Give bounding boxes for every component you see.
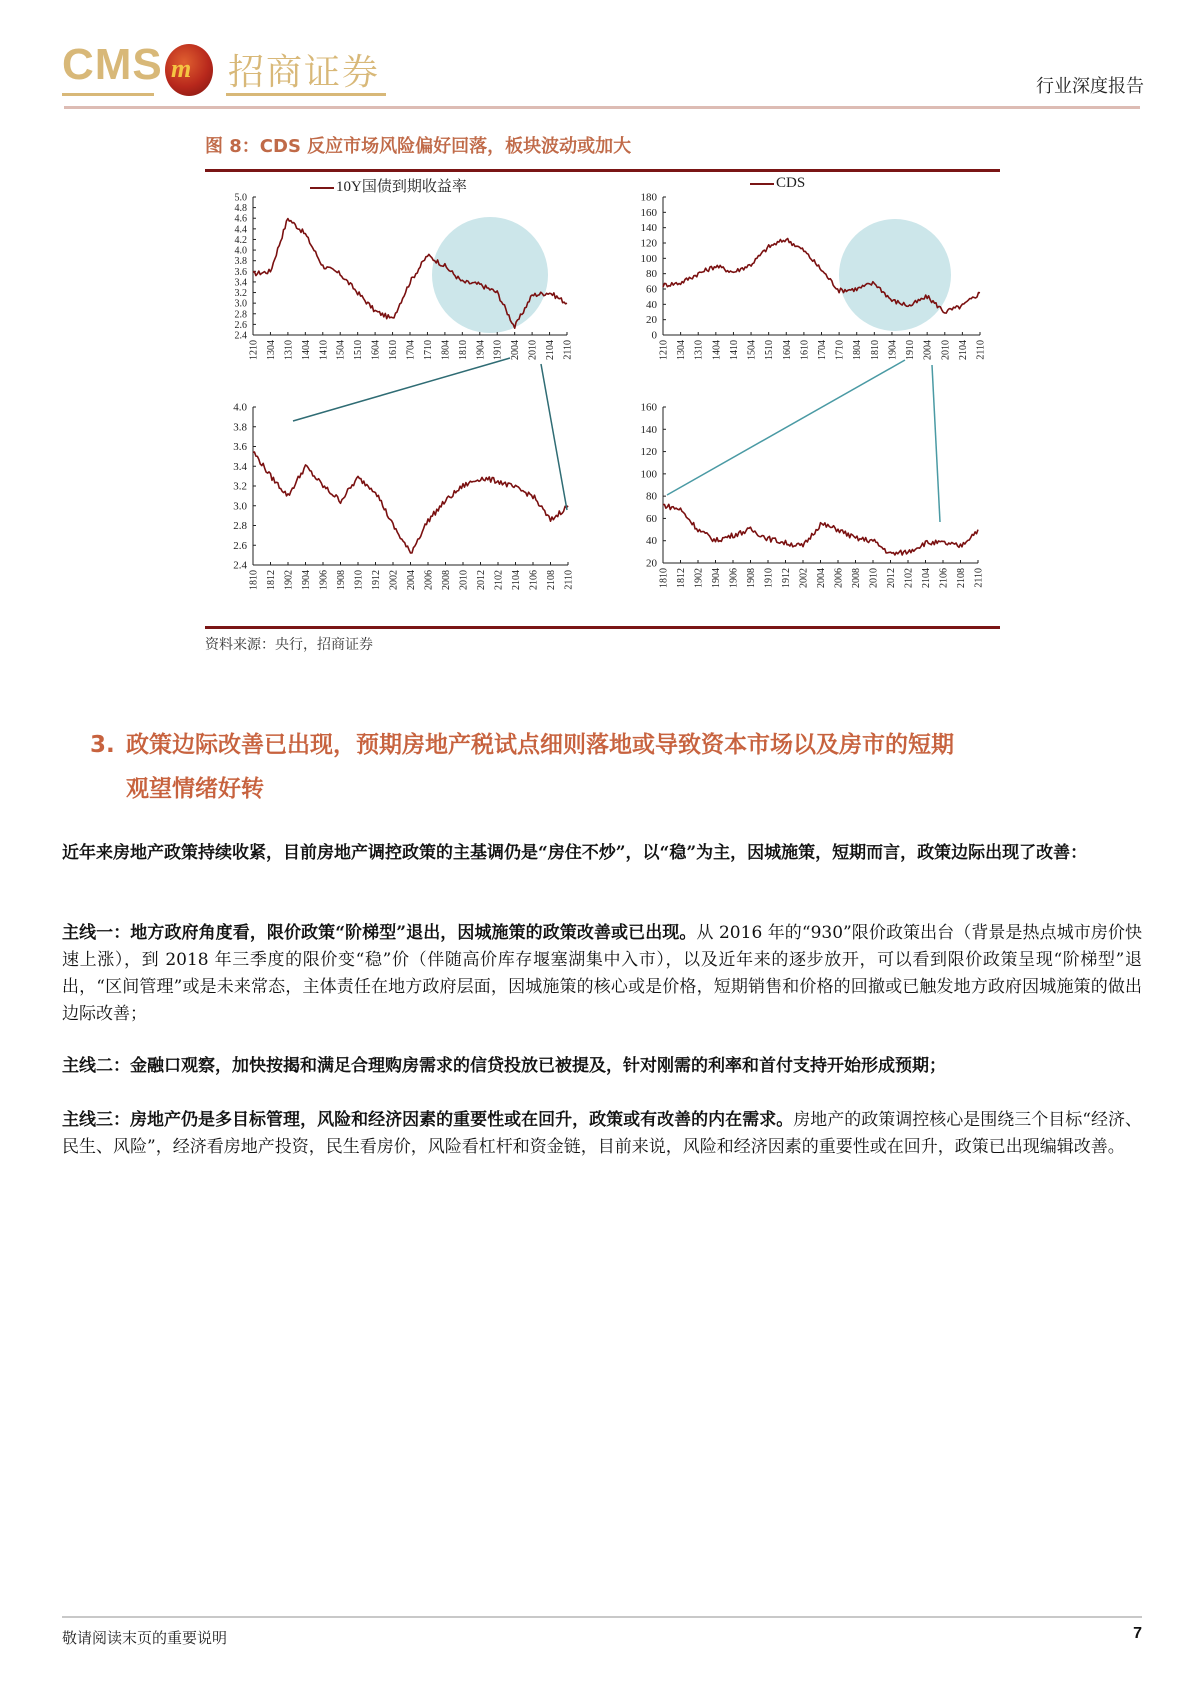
svg-text:3.0: 3.0 — [234, 298, 247, 310]
report-type-label: 行业深度报告 — [1036, 76, 1144, 97]
svg-text:2.6: 2.6 — [233, 539, 247, 552]
svg-text:1904: 1904 — [301, 570, 312, 590]
svg-text:1904: 1904 — [475, 340, 487, 360]
mainline-3-body: 房地产的政策调控核心是围绕三个目标“经济、民生、风险”，经济看房地产投资，民生看房价，风险看杠杆和资金链，目前来说，风险和经济因素的重要性或在回升，政策已出现编辑改善。 — [62, 1110, 1142, 1157]
svg-text:1906: 1906 — [318, 570, 330, 590]
svg-text:2.6: 2.6 — [234, 319, 247, 331]
svg-text:1310: 1310 — [693, 340, 705, 360]
svg-text:1610: 1610 — [388, 340, 400, 360]
svg-text:2002: 2002 — [388, 570, 400, 590]
svg-text:1902: 1902 — [283, 570, 295, 590]
mainline-1-body: 从 2016 年的“930”限价政策出台（背景是热点城市房价快速上涨），到 2018 年三季度的限价变“稳”价（伴随高价库存堰塞湖集中入市），以及近年来的逐步放开，可以看到限价政策呈现“阶梯型”退出，“区间管理”或是未来常态，主体责任在地方政府层面，因城施策的核心或是价格，短期销售和价格的回撤或已触发地方政府因城施策的做出边际改善； — [62, 923, 1142, 1024]
svg-text:1910: 1910 — [492, 340, 504, 360]
svg-text:3.2: 3.2 — [234, 288, 247, 300]
figure-source: 资料来源：央行，招商证券 — [205, 637, 373, 653]
section-heading-line1 — [90, 723, 1150, 767]
svg-text:140: 140 — [640, 423, 657, 436]
svg-text:1912: 1912 — [371, 570, 382, 590]
svg-text:2108: 2108 — [546, 570, 557, 590]
logo-badge-glyph: m — [171, 54, 192, 83]
svg-text:3.6: 3.6 — [234, 266, 247, 278]
svg-text:1704: 1704 — [405, 340, 417, 360]
svg-text:1410: 1410 — [318, 340, 330, 360]
svg-text:4.2: 4.2 — [234, 234, 247, 246]
svg-text:1906: 1906 — [728, 568, 740, 588]
svg-text:3.4: 3.4 — [234, 277, 247, 289]
svg-text:2010: 2010 — [868, 568, 880, 588]
svg-text:1912: 1912 — [781, 568, 792, 588]
svg-text:2.4: 2.4 — [233, 559, 247, 572]
svg-text:2102: 2102 — [493, 570, 505, 590]
svg-text:1810: 1810 — [248, 570, 260, 590]
svg-text:1804: 1804 — [852, 340, 864, 360]
svg-text:1812: 1812 — [676, 568, 687, 588]
svg-text:2110: 2110 — [562, 340, 574, 360]
svg-text:80: 80 — [646, 268, 657, 281]
svg-text:2004: 2004 — [510, 340, 522, 360]
svg-text:1910: 1910 — [763, 568, 775, 588]
svg-text:2.4: 2.4 — [234, 330, 247, 342]
svg-text:20: 20 — [646, 314, 657, 327]
svg-text:1812: 1812 — [266, 570, 277, 590]
connector-line — [932, 365, 940, 522]
mainline-3-lead: 主线三：房地产仍是多目标管理，风险和经济因素的重要性或在回升，政策或有改善的内在需求。 — [62, 1110, 794, 1130]
logo-company-name: 招商证券 — [228, 52, 381, 93]
legend-label: CDS — [776, 175, 806, 191]
paragraph-mainline-2 — [62, 1053, 1142, 1080]
svg-text:2104: 2104 — [545, 340, 557, 360]
svg-text:1704: 1704 — [817, 340, 828, 360]
svg-text:1810: 1810 — [658, 568, 670, 588]
svg-text:1504: 1504 — [746, 340, 758, 360]
svg-text:100: 100 — [640, 468, 657, 481]
svg-text:1510: 1510 — [764, 340, 776, 360]
svg-text:1404: 1404 — [711, 340, 723, 360]
svg-text:4.6: 4.6 — [234, 213, 247, 225]
svg-text:4.4: 4.4 — [234, 224, 247, 236]
svg-text:1304: 1304 — [676, 340, 688, 360]
svg-text:120: 120 — [640, 446, 657, 459]
svg-text:2106: 2106 — [528, 570, 540, 590]
section-number: 3. — [90, 732, 115, 758]
mainline-2-lead: 主线二：金融口观察，加快按揭和满足合理购房需求的信贷投放已被提及，针对刚需的利率和首付支持开始形成预期； — [62, 1056, 946, 1076]
svg-text:2010: 2010 — [940, 340, 952, 360]
svg-text:2010: 2010 — [458, 570, 470, 590]
svg-text:3.8: 3.8 — [233, 421, 247, 434]
svg-text:2108: 2108 — [956, 568, 967, 588]
svg-text:20: 20 — [646, 557, 657, 570]
connector-line — [667, 360, 905, 495]
svg-text:1810: 1810 — [457, 340, 469, 360]
svg-text:1404: 1404 — [300, 340, 312, 360]
svg-text:1210: 1210 — [658, 340, 670, 360]
svg-text:1810: 1810 — [869, 340, 881, 360]
svg-text:2010: 2010 — [527, 340, 539, 360]
svg-text:0: 0 — [651, 329, 657, 342]
svg-text:160: 160 — [640, 401, 657, 414]
svg-text:40: 40 — [646, 535, 657, 548]
svg-text:1710: 1710 — [834, 340, 846, 360]
svg-text:2.8: 2.8 — [234, 309, 247, 321]
svg-text:1510: 1510 — [353, 340, 365, 360]
svg-text:2006: 2006 — [423, 570, 435, 590]
svg-text:2004: 2004 — [406, 570, 417, 590]
svg-text:4.8: 4.8 — [234, 203, 247, 215]
svg-text:2006: 2006 — [833, 568, 845, 588]
mainline-1-lead: 主线一：地方政府角度看，限价政策“阶梯型”退出，因城施策的政策改善或已出现。 — [62, 923, 697, 943]
svg-text:2004: 2004 — [816, 568, 827, 588]
svg-text:120: 120 — [640, 237, 657, 250]
svg-text:1908: 1908 — [746, 568, 757, 588]
figure-title: 图 8：CDS 反应市场风险偏好回落，板块波动或加大 — [205, 136, 632, 157]
svg-text:2104: 2104 — [957, 340, 969, 360]
svg-text:2008: 2008 — [441, 570, 452, 590]
svg-text:2110: 2110 — [973, 568, 985, 588]
svg-text:1908: 1908 — [336, 570, 347, 590]
svg-text:40: 40 — [646, 298, 657, 311]
page-number: 7 — [1133, 1625, 1142, 1642]
section-heading — [90, 723, 1150, 811]
intro-bold-text: 近年来房地产政策持续收紧，目前房地产调控政策的主基调仍是“房住不炒”，以“稳”为主，因城施策，短期而言，政策边际出现了改善： — [62, 843, 1088, 863]
svg-text:80: 80 — [646, 490, 657, 503]
svg-text:1904: 1904 — [887, 340, 899, 360]
svg-text:4.0: 4.0 — [234, 245, 247, 257]
paragraph-mainline-1 — [62, 920, 1142, 1028]
zoom-connectors — [0, 0, 1200, 700]
svg-text:3.8: 3.8 — [234, 256, 247, 268]
paragraph-intro — [62, 840, 1142, 867]
svg-text:1804: 1804 — [440, 340, 452, 360]
svg-text:2002: 2002 — [798, 568, 810, 588]
svg-text:2008: 2008 — [851, 568, 862, 588]
svg-text:3.6: 3.6 — [233, 441, 247, 453]
svg-text:2.8: 2.8 — [233, 520, 247, 532]
svg-text:2110: 2110 — [563, 570, 575, 590]
svg-text:3.4: 3.4 — [233, 460, 247, 473]
svg-text:2004: 2004 — [922, 340, 934, 360]
svg-text:140: 140 — [640, 222, 657, 235]
svg-text:2102: 2102 — [903, 568, 915, 588]
svg-text:1604: 1604 — [370, 340, 382, 360]
svg-text:1902: 1902 — [693, 568, 705, 588]
svg-text:180: 180 — [640, 191, 657, 204]
svg-text:1310: 1310 — [283, 340, 295, 360]
svg-text:2012: 2012 — [886, 568, 897, 588]
connector-line — [541, 364, 567, 510]
connector-line — [293, 358, 510, 421]
svg-text:100: 100 — [640, 252, 657, 265]
svg-text:1910: 1910 — [905, 340, 917, 360]
svg-text:60: 60 — [646, 283, 657, 296]
svg-text:1910: 1910 — [353, 570, 365, 590]
svg-text:5.0: 5.0 — [234, 192, 247, 204]
paragraph-mainline-3 — [62, 1107, 1142, 1161]
svg-text:4.0: 4.0 — [233, 401, 247, 414]
section-title: 政策边际改善已出现，预期房地产税试点细则落地或导致资本市场以及房市的短期 — [126, 732, 954, 758]
svg-text:1604: 1604 — [781, 340, 793, 360]
svg-text:160: 160 — [640, 206, 657, 219]
svg-text:2106: 2106 — [938, 568, 950, 588]
svg-text:1210: 1210 — [248, 340, 260, 360]
section-heading-line2: 观望情绪好转 — [126, 776, 264, 802]
svg-text:1710: 1710 — [422, 340, 434, 360]
svg-text:2104: 2104 — [511, 570, 522, 590]
svg-text:1504: 1504 — [335, 340, 347, 360]
logo-cms-text: CMS — [62, 40, 163, 89]
footer-disclaimer: 敬请阅读末页的重要说明 — [62, 1629, 228, 1647]
svg-text:2104: 2104 — [921, 568, 932, 588]
svg-text:60: 60 — [646, 512, 657, 525]
svg-text:1410: 1410 — [728, 340, 740, 360]
svg-text:2110: 2110 — [975, 340, 987, 360]
footer-divider — [62, 1616, 1142, 1618]
legend-label: 10Y国债到期收益率 — [336, 179, 467, 195]
svg-text:1304: 1304 — [265, 340, 277, 360]
svg-text:3.2: 3.2 — [233, 480, 247, 493]
svg-text:1904: 1904 — [711, 568, 722, 588]
svg-text:2012: 2012 — [476, 570, 487, 590]
svg-text:3.0: 3.0 — [233, 500, 247, 513]
svg-text:1610: 1610 — [799, 340, 811, 360]
figure-bottom-rule — [205, 626, 1000, 629]
